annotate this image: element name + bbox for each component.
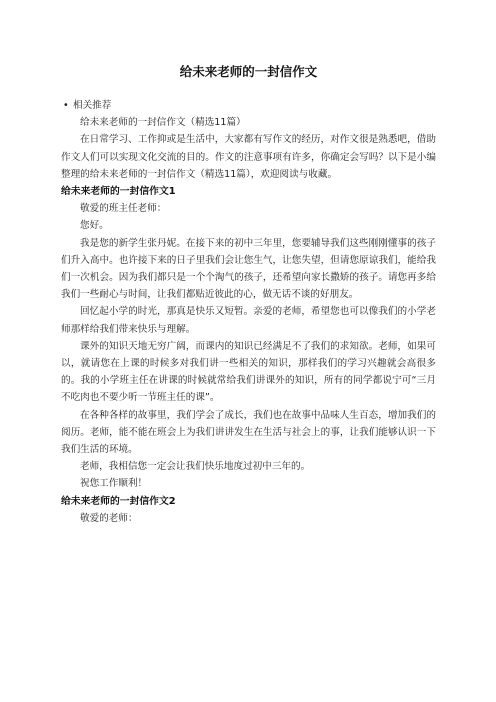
related-recommendations[interactable]	[61, 97, 436, 114]
body-paragraph: 老师，我相信您一定会让我们快乐地度过初中三年的。	[80, 461, 311, 473]
letter-salutation: 敬爱的老师：	[80, 512, 138, 524]
letter-salutation: 敬爱的班主任老师：	[80, 203, 167, 215]
letter-closing: 祝您工作顺利！	[80, 478, 148, 490]
body-paragraph: 课外的知识天地无穷广阔，而课内的知识已经满足不了我们的求知欲。老师，如果可以，就请您在上课的时候多对我们讲一些相关的知识，那样我们的学习兴趣就会高很多的。我的小学班主任在讲课的时候就常给我们讲课外的知识，所有的同学都说宁可“三月不吃肉也不要少听一节班主任的课”。	[61, 340, 436, 404]
body-paragraph: 回忆起小学的时光，那真是快乐又短暂。亲爱的老师，希望您也可以像我们的小学老师那样给我们带来快乐与理解。	[61, 306, 436, 335]
section-heading-2: 给未来老师的一封信作文2	[61, 495, 176, 507]
section-heading-1: 给未来老师的一封信作文1	[61, 186, 176, 198]
bullet-icon: •	[63, 100, 69, 111]
intro-paragraph: 在日常学习、工作抑或是生活中，大家都有写作文的经历，对作文很是熟悉吧，借助作文人们可以实现文化交流的目的。作文的注意事项有许多，你确定会写吗？以下是小编整理的给未来老师的一封信作文（精选11篇），欢迎阅读与收藏。	[61, 134, 436, 180]
page-title: 给未来老师的一封信作文	[179, 64, 318, 79]
body-paragraph: 在各种各样的故事里，我们学会了成长，我们也在故事中品味人生百态，增加我们的阅历。老师，能不能在班会上为我们讲讲发生在生活与社会上的事，让我们能够认识一下我们生活的环境。	[61, 409, 436, 456]
body-paragraph: 我是您的新学生张丹妮。在接下来的初中三年里，您要辅导我们这些刚刚懂事的孩子们升入高中。也许接下来的日子里我们会让您生气，让您失望，但请您原谅我们，能给我们一次机会。因为我们都只是一个个淘气的孩子，还希望向家长撒娇的孩子。请您再多给我们一些耐心与时间，让我们都贴近彼此的心，做无话不谈的好朋友。	[61, 237, 436, 301]
letter-greeting: 您好。	[80, 220, 109, 232]
intro-subtitle: 给未来老师的一封信作文（精选11篇）	[80, 117, 246, 129]
related-label[interactable]: 相关推荐	[73, 100, 112, 111]
